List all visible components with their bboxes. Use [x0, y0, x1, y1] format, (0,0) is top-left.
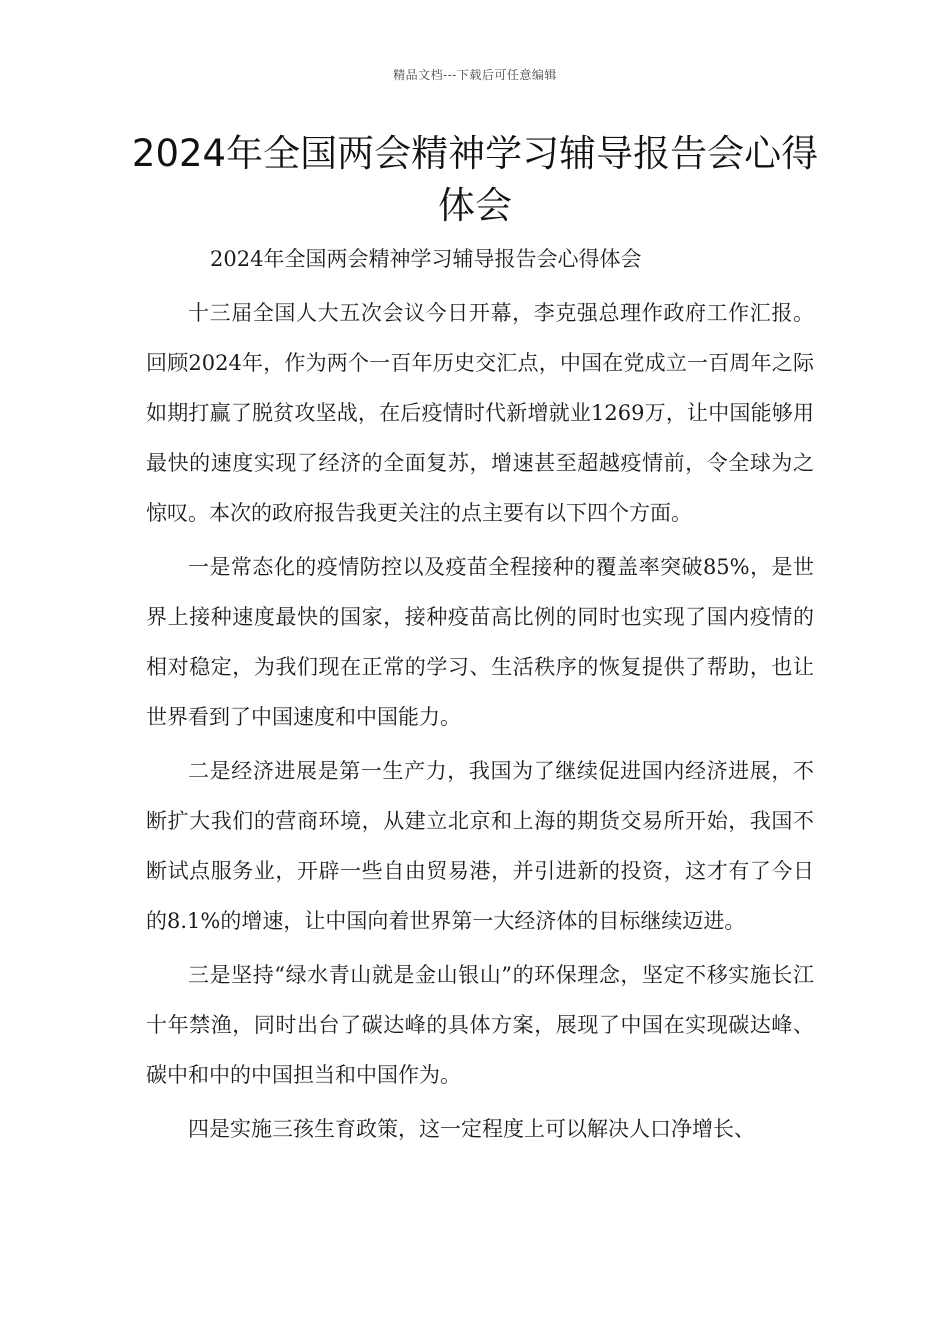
paragraph-point-two: 二是经济进展是第一生产力，我国为了继续促进国内经济进展，不断扩大我们的营商环境，从建立北京和上海的期货交易所开始，我国不断试点服务业，开辟一些自由贸易港，并引进新的投资，这才有了今日的8.1%的增速，让中国向着世界第一大经济体的目标继续迈进。: [146, 759, 814, 933]
document-subtitle: 2024年全国两会精神学习辅导报告会心得体会: [210, 247, 642, 271]
document-body: [146, 234, 814, 1158]
paragraph-point-one: 一是常态化的疫情防控以及疫苗全程接种的覆盖率突破85%，是世界上接种速度最快的国家，接种疫苗高比例的同时也实现了国内疫情的相对稳定，为我们现在正常的学习、生活秩序的恢复提供了帮助，也让世界看到了中国速度和中国能力。: [146, 555, 814, 729]
paragraph-point-three: 三是坚持“绿水青山就是金山银山”的环保理念，坚定不移实施长江十年禁渔，同时出台了碳达峰的具体方案，展现了中国在实现碳达峰、碳中和中的中国担当和中国作为。: [146, 963, 814, 1087]
paragraph-intro: 十三届全国人大五次会议今日开幕，李克强总理作政府工作汇报。回顾2024年，作为两个一百年历史交汇点，中国在党成立一百周年之际如期打赢了脱贫攻坚战，在后疫情时代新增就业1269万，让中国能够用最快的速度实现了经济的全面复苏，增速甚至超越疫情前，令全球为之惊叹。本次的政府报告我更关注的点主要有以下四个方面。: [146, 301, 814, 525]
header-note: 精品文档---下载后可任意编辑: [393, 68, 557, 82]
paragraph-point-four: 四是实施三孩生育政策，这一定程度上可以解决人口净增长、: [188, 1117, 755, 1141]
document-title: 2024年全国两会精神学习辅导报告会心得体会: [131, 132, 819, 227]
